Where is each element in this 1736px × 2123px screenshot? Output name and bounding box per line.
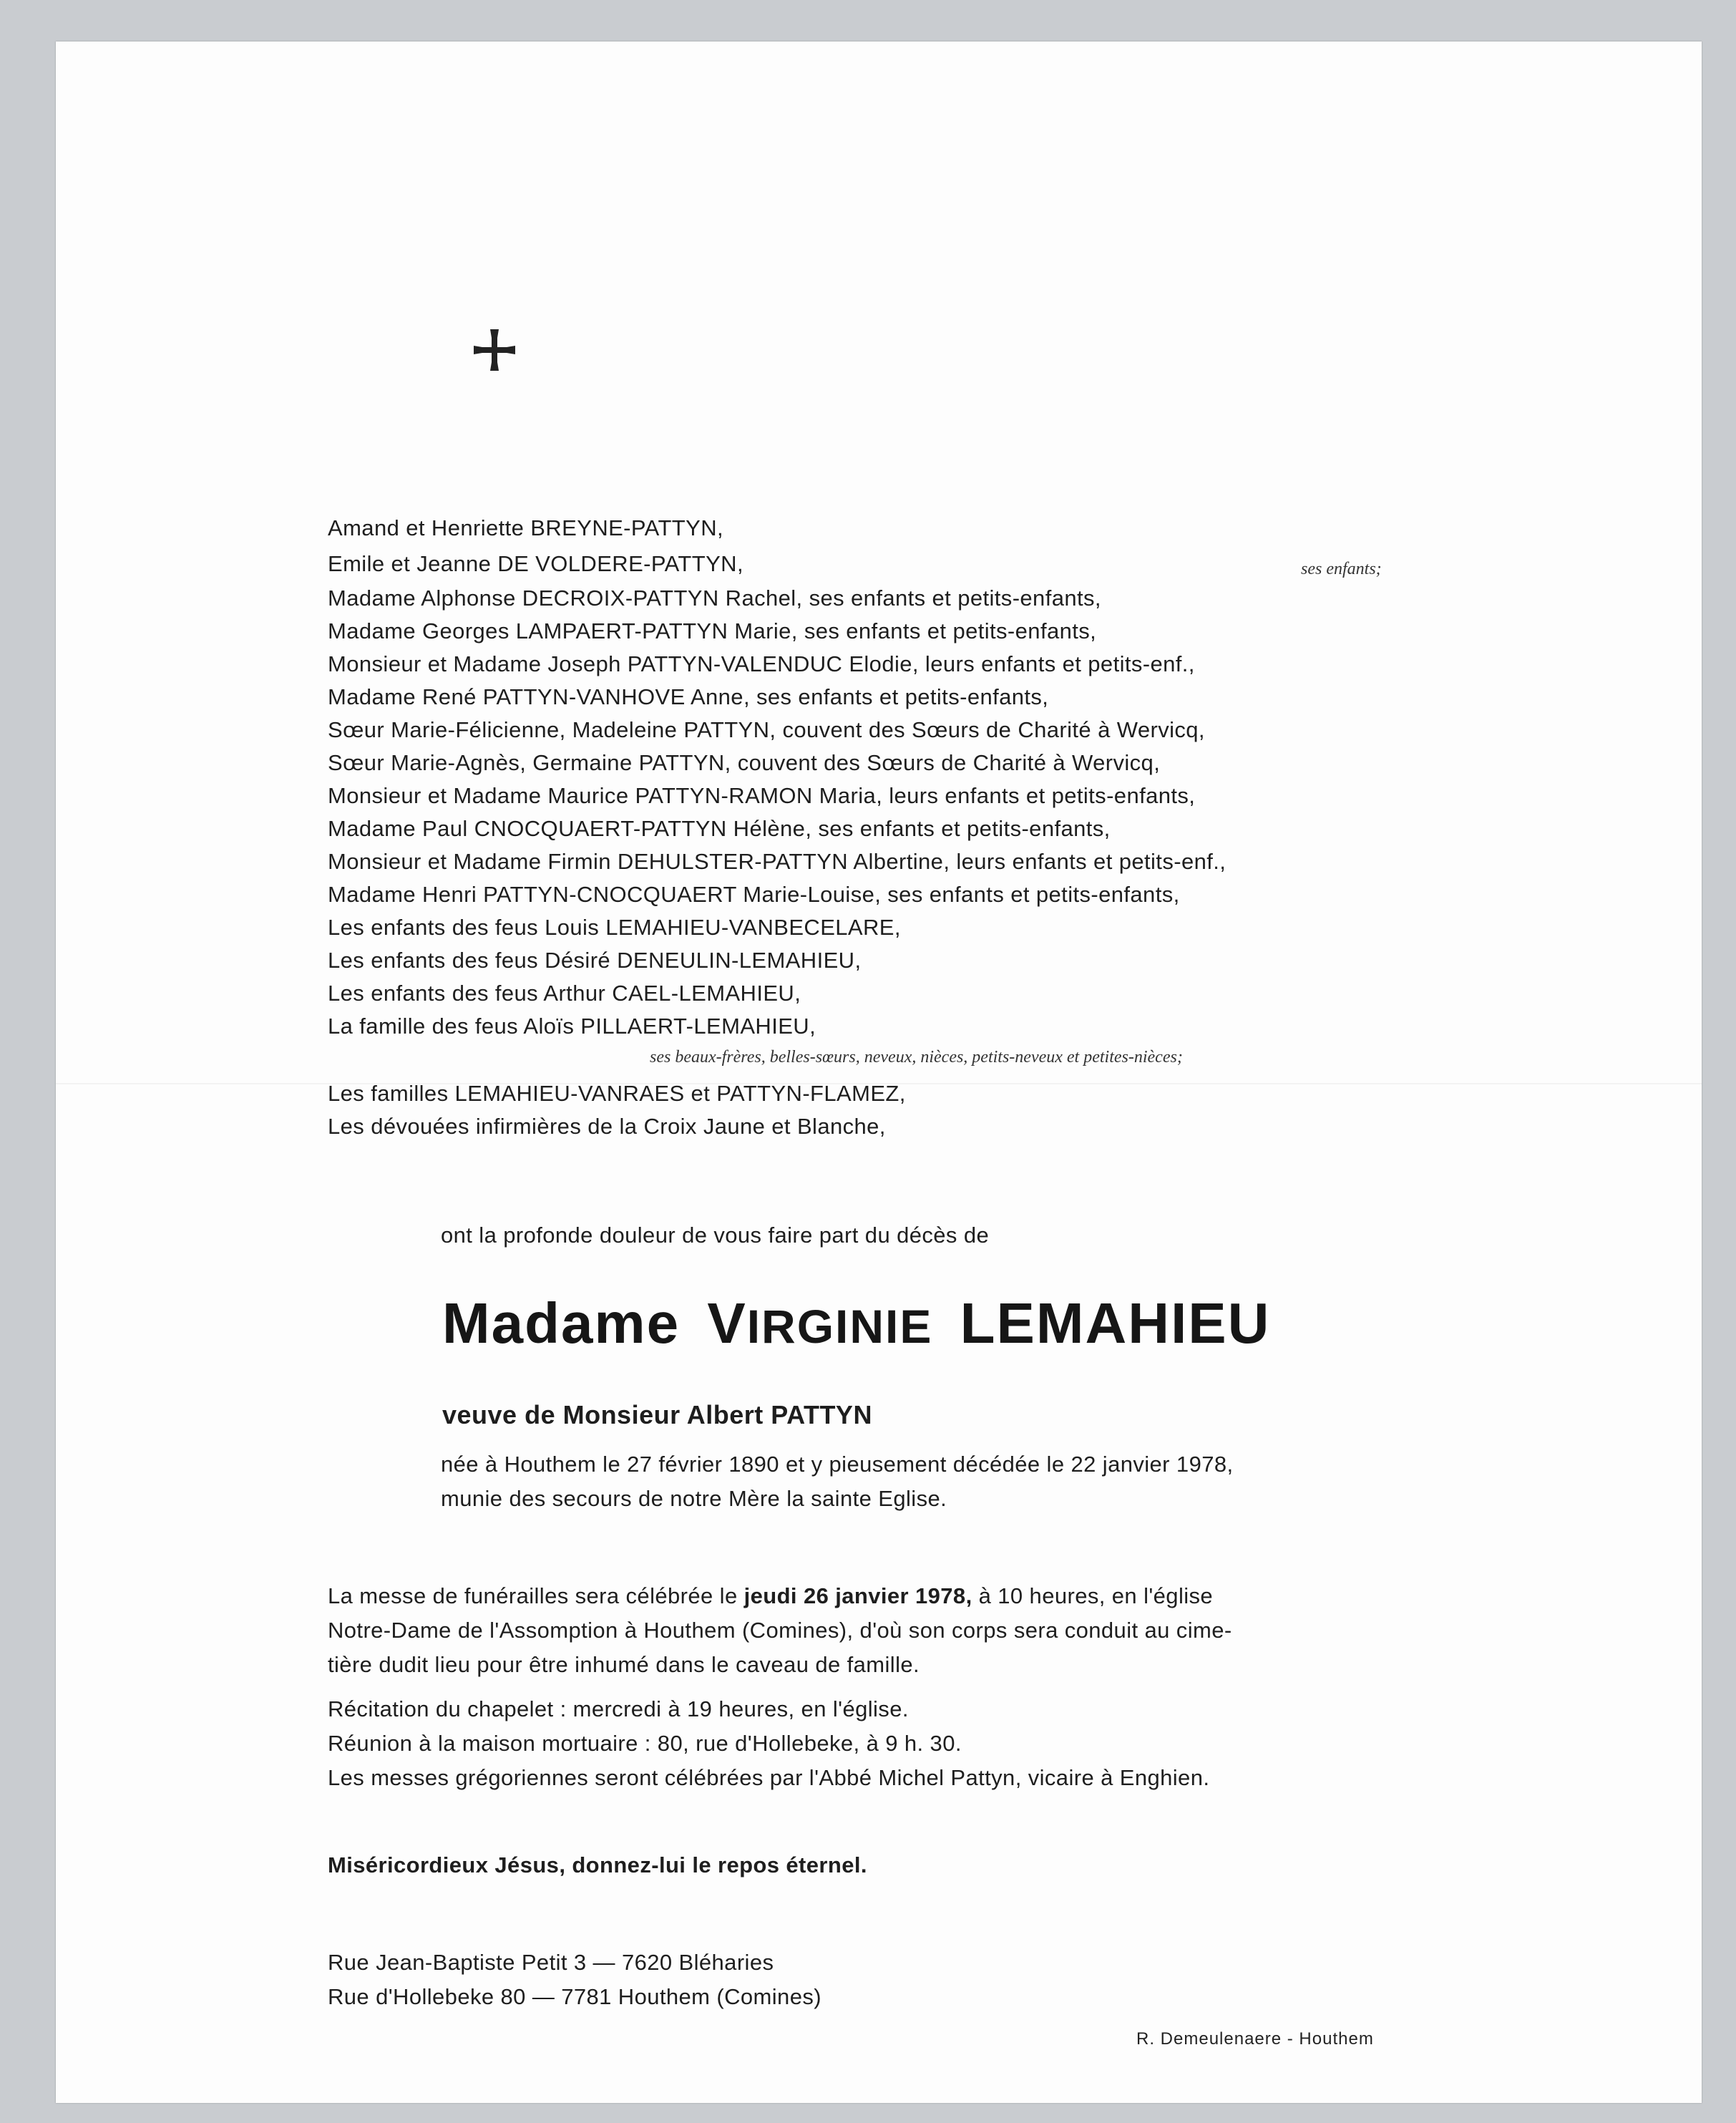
address-line: Rue d'Hollebeke 80 — 7781 Houthem (Comines) xyxy=(328,1984,821,2009)
relative-line: Sœur Marie-Félicienne, Madeleine PATTYN, couvent des Sœurs de Charité à Wervicq, xyxy=(328,717,1205,742)
relative-line: Sœur Marie-Agnès, Germaine PATTYN, couvent des Sœurs de Charité à Wervicq, xyxy=(328,750,1161,775)
funeral-date: jeudi 26 janvier 1978, xyxy=(743,1583,972,1608)
printer-credit: R. Demeulenaere - Houthem xyxy=(1136,2029,1374,2049)
relative-line: Les enfants des feus Louis LEMAHIEU-VANBECELARE, xyxy=(328,915,901,940)
other-line: Les familles LEMAHIEU-VANRAES et PATTYN-FLAMEZ, xyxy=(328,1081,906,1106)
widow-of: veuve de Monsieur Albert PATTYN xyxy=(442,1400,872,1429)
relative-line: Madame Paul CNOCQUAERT-PATTYN Hélène, ses enfants et petits-enfants, xyxy=(328,816,1111,841)
deceased-name xyxy=(442,1291,1270,1356)
relatives-note: ses beaux-frères, belles-sœurs, neveux, nièces, petits-neveux et petites-nièces; xyxy=(650,1048,1183,1067)
child-line: Amand et Henriette BREYNE-PATTYN, xyxy=(328,515,724,540)
relative-line: La famille des feus Aloïs PILLAERT-LEMAHIEU, xyxy=(328,1014,816,1039)
relative-line: Monsieur et Madame Joseph PATTYN-VALENDUC Elodie, leurs enfants et petits-enf., xyxy=(328,651,1195,676)
rosary-info: Récitation du chapelet : mercredi à 19 heures, en l'église. xyxy=(328,1696,909,1721)
relative-line: Monsieur et Madame Firmin DEHULSTER-PATTYN Albertine, leurs enfants et petits-enf., xyxy=(328,849,1227,874)
relative-line: Les enfants des feus Arthur CAEL-LEMAHIEU, xyxy=(328,981,801,1006)
funeral-line-1 xyxy=(328,1582,1213,1611)
deceased-honorific: Madame xyxy=(442,1291,681,1355)
funeral-line-2: Notre-Dame de l'Assomption à Houthem (Comines), d'où son corps sera conduit au cime- xyxy=(328,1618,1232,1643)
cross-pattee-icon xyxy=(469,325,520,375)
funeral-line-3: tière dudit lieu pour être inhumé dans le caveau de famille. xyxy=(328,1652,920,1677)
masses-info: Les messes grégoriennes seront célébrées par l'Abbé Michel Pattyn, vicaire à Enghien. xyxy=(328,1765,1210,1790)
gathering-info: Réunion à la maison mortuaire : 80, rue d'Hollebeke, à 9 h. 30. xyxy=(328,1731,962,1756)
prayer: Miséricordieux Jésus, donnez-lui le repos éternel. xyxy=(328,1852,867,1877)
relative-line: Madame Georges LAMPAERT-PATTYN Marie, ses enfants et petits-enfants, xyxy=(328,618,1097,643)
sacraments: munie des secours de notre Mère la sainte Eglise. xyxy=(441,1486,947,1511)
deceased-first-initial: V xyxy=(707,1291,747,1355)
relative-line: Madame René PATTYN-VANHOVE Anne, ses enfants et petits-enfants, xyxy=(328,684,1049,709)
death-notice-page xyxy=(56,42,1702,2103)
relative-line: Madame Alphonse DECROIX-PATTYN Rachel, ses enfants et petits-enfants, xyxy=(328,586,1101,611)
child-line: Emile et Jeanne DE VOLDERE-PATTYN, xyxy=(328,551,743,576)
deceased-first-rest: IRGINIE xyxy=(746,1300,933,1353)
relative-line: Monsieur et Madame Maurice PATTYN-RAMON Maria, leurs enfants et petits-enfants, xyxy=(328,783,1196,808)
birth-death: née à Houthem le 27 février 1890 et y pieusement décédée le 22 janvier 1978, xyxy=(441,1452,1234,1477)
announcement: ont la profonde douleur de vous faire part du décès de xyxy=(441,1223,990,1248)
address-line: Rue Jean-Baptiste Petit 3 — 7620 Bléharies xyxy=(328,1950,774,1975)
children-note: ses enfants; xyxy=(1301,560,1382,578)
deceased-surname: LEMAHIEU xyxy=(960,1291,1271,1355)
funeral-time-place: à 10 heures, en l'église xyxy=(978,1583,1214,1608)
other-line: Les dévouées infirmières de la Croix Jaune et Blanche, xyxy=(328,1114,886,1139)
relative-line: Madame Henri PATTYN-CNOCQUAERT Marie-Louise, ses enfants et petits-enfants, xyxy=(328,882,1180,907)
relative-line: Les enfants des feus Désiré DENEULIN-LEMAHIEU, xyxy=(328,948,862,973)
funeral-intro: La messe de funérailles sera célébrée le xyxy=(328,1583,738,1608)
